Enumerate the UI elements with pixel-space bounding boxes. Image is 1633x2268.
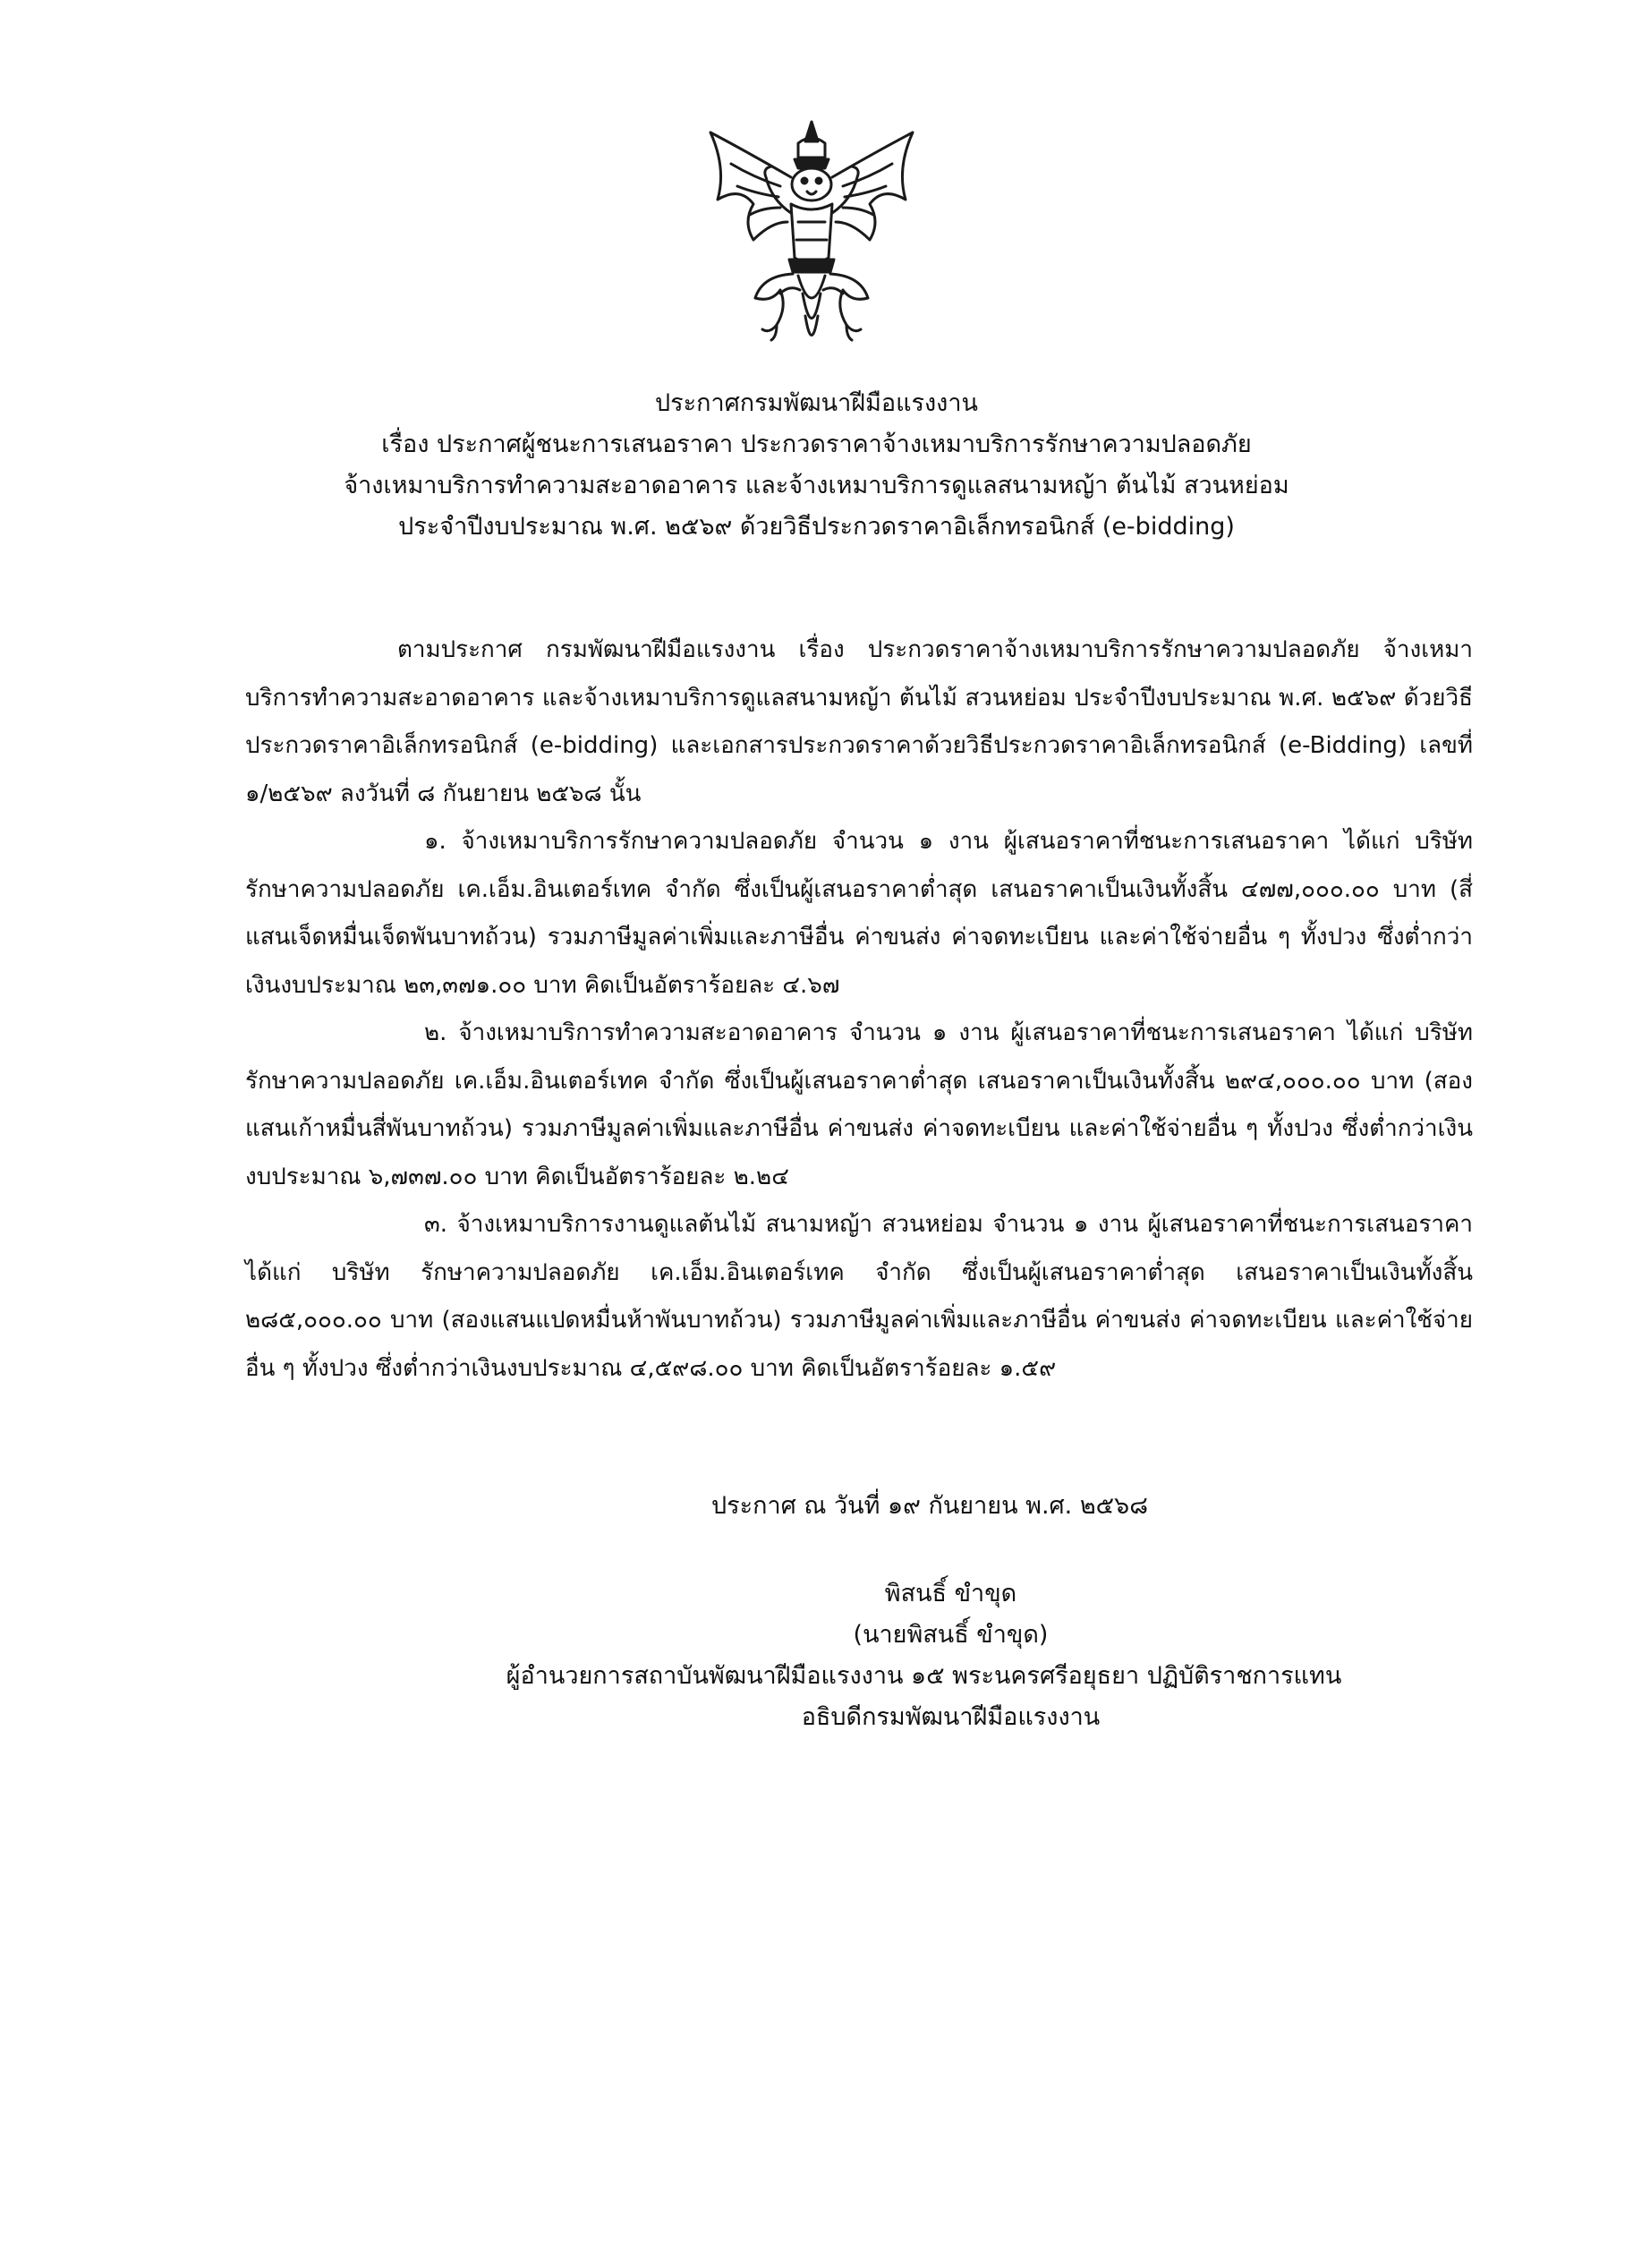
announce-date: ประกาศ ณ วันที่ ๑๙ กันยายน พ.ศ. ๒๕๖๘ bbox=[711, 1492, 1149, 1520]
header-line-3: จ้างเหมาบริการทำความสะอาดอาคาร และจ้างเหมาบริการดูแลสนามหญ้า ต้นไม้ สวนหย่อม bbox=[344, 472, 1289, 499]
signed-name: พิสนธิ์ ขำขุด bbox=[884, 1580, 1017, 1607]
signer-full-name: (นายพิสนธิ์ ขำขุด) bbox=[853, 1621, 1049, 1649]
header-line-4: ประจำปีงบประมาณ พ.ศ. ๒๕๖๙ ด้วยวิธีประกวดราคาอิเล็กทรอนิกส์ (e-bidding) bbox=[398, 513, 1235, 541]
signature-block bbox=[0, 1573, 1633, 1738]
announcement-body bbox=[245, 627, 1473, 1393]
signer-position: ผู้อำนวยการสถาบันพัฒนาฝีมือแรงงาน ๑๕ พระนครศรีอยุธยา ปฏิบัติราชการแทน bbox=[506, 1662, 1342, 1690]
announcement-header bbox=[0, 383, 1633, 548]
header-line-1: ประกาศกรมพัฒนาฝีมือแรงงาน bbox=[655, 389, 978, 417]
header-line-2: เรื่อง ประกาศผู้ชนะการเสนอราคา ประกวดราคาจ้างเหมาบริการรักษาความปลอดภัย bbox=[381, 431, 1252, 458]
item-3-paragraph: ๓. จ้างเหมาบริการงานดูแลต้นไม้ สนามหญ้า สวนหย่อม จำนวน ๑ งาน ผู้เสนอราคาที่ชนะการเสนอราคา ได้แก่ บริษัท รักษาความปลอดภัย เค.เอ็ม.อินเตอร์เทค จำกัด ซึ่งเป็นผู้เสนอราคาต่ำสุด เสนอราคาเป็นเงินทั้งสิ้น ๒๘๕,๐๐๐.๐๐ บาท (สองแสนแปดหมื่นห้าพันบาทถ้วน) รวมภาษีมูลค่าเพิ่มและภาษีอื่น ค่าขนส่ง ค่าจดทะเบียน และค่าใช้จ่ายอื่น ๆ ทั้งปวง ซึ่งต่ำกว่าเงินงบประมาณ ๔,๕๙๘.๐๐ บาท คิดเป็นอัตราร้อยละ ๑.๕๙ bbox=[245, 1211, 1473, 1382]
intro-paragraph: ตามประกาศ กรมพัฒนาฝีมือแรงงาน เรื่อง ประกวดราคาจ้างเหมาบริการรักษาความปลอดภัย จ้างเหมาบริการทำความสะอาดอาคาร และจ้างเหมาบริการดูแลสนามหญ้า ต้นไม้ สวนหย่อม ประจำปีงบประมาณ พ.ศ. ๒๕๖๙ ด้วยวิธีประกวดราคาอิเล็กทรอนิกส์ (e-bidding) และเอกสารประกวดราคาด้วยวิธีประกวดราคาอิเล็กทรอนิกส์ (e-Bidding) เลขที่ ๑/๒๕๖๙ ลงวันที่ ๘ กันยายน ๒๕๖๘ นั้น bbox=[245, 636, 1473, 807]
item-1-paragraph: ๑. จ้างเหมาบริการรักษาความปลอดภัย จำนวน ๑ งาน ผู้เสนอราคาที่ชนะการเสนอราคา ได้แก่ บริษัท รักษาความปลอดภัย เค.เอ็ม.อินเตอร์เทค จำกัด ซึ่งเป็นผู้เสนอราคาต่ำสุด เสนอราคาเป็นเงินทั้งสิ้น ๔๗๗,๐๐๐.๐๐ บาท (สี่แสนเจ็ดหมื่นเจ็ดพันบาทถ้วน) รวมภาษีมูลค่าเพิ่มและภาษีอื่น ค่าขนส่ง ค่าจดทะเบียน และค่าใช้จ่ายอื่น ๆ ทั้งปวง ซึ่งต่ำกว่าเงินงบประมาณ ๒๓,๓๗๑.๐๐ บาท คิดเป็นอัตราร้อยละ ๔.๖๗ bbox=[245, 828, 1473, 999]
item-2-paragraph: ๒. จ้างเหมาบริการทำความสะอาดอาคาร จำนวน ๑ งาน ผู้เสนอราคาที่ชนะการเสนอราคา ได้แก่ บริษัท รักษาความปลอดภัย เค.เอ็ม.อินเตอร์เทค จำกัด ซึ่งเป็นผู้เสนอราคาต่ำสุด เสนอราคาเป็นเงินทั้งสิ้น ๒๙๔,๐๐๐.๐๐ บาท (สองแสนเก้าหมื่นสี่พันบาทถ้วน) รวมภาษีมูลค่าเพิ่มและภาษีอื่น ค่าขนส่ง ค่าจดทะเบียน และค่าใช้จ่ายอื่น ๆ ทั้งปวง ซึ่งต่ำกว่าเงินงบประมาณ ๖,๗๓๗.๐๐ บาท คิดเป็นอัตราร้อยละ ๒.๒๔ bbox=[245, 1019, 1473, 1190]
garuda-emblem-icon bbox=[691, 115, 932, 361]
signer-acting-for: อธิบดีกรมพัฒนาฝีมือแรงงาน bbox=[801, 1703, 1101, 1731]
